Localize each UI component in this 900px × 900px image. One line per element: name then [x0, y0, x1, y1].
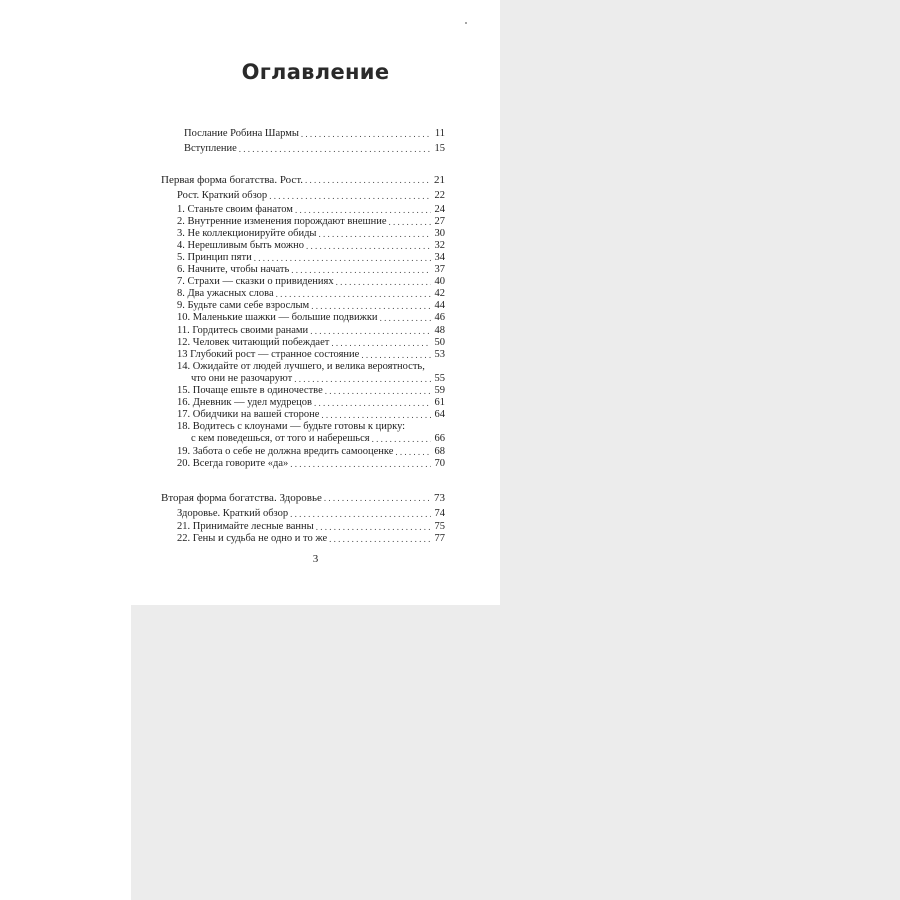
dot-leader: [295, 204, 431, 216]
toc-entry-label: 7. Страхи — сказки о привидениях: [177, 276, 334, 288]
toc-entry: [184, 128, 445, 140]
dot-leader: [361, 349, 431, 361]
toc-entry: [177, 409, 445, 421]
toc-entry-page: 68: [434, 445, 445, 457]
toc-entry-label: 17. Обидчики на вашей стороне: [177, 409, 320, 421]
dot-leader: [276, 288, 431, 300]
toc-entry: [177, 446, 445, 458]
toc-entry-page: 40: [434, 276, 445, 288]
toc-entry: [177, 276, 445, 288]
toc-entry-label: 22. Гены и судьба не одно и то же: [177, 532, 328, 544]
dot-leader: [380, 312, 431, 324]
toc-entry-page: 27: [434, 215, 445, 227]
toc-entry-page: 77: [434, 532, 445, 544]
toc-entry: [177, 337, 445, 349]
toc-entry-page: 22: [434, 190, 445, 201]
toc-entry-label: 1. Станьте своим фанатом: [177, 203, 293, 215]
toc-entry-page: 30: [434, 227, 445, 239]
toc-entry-label: 11. Гордитесь своими ранами: [177, 324, 309, 336]
toc-entry-label: 21. Принимайте лесные ванны: [177, 520, 314, 532]
toc-entry-page: 50: [434, 336, 445, 348]
toc-entry-label: Первая форма богатства. Рост.: [161, 174, 304, 186]
toc-entry: [177, 397, 445, 409]
toc-entry-label: с кем поведешься, от того и наберешься: [191, 433, 370, 445]
toc-entry: [177, 325, 445, 337]
toc-entry-page: 42: [434, 288, 445, 300]
toc-entry-label: 2. Внутренние изменения порождают внешние: [177, 215, 387, 227]
toc-entry-page: 70: [434, 457, 445, 469]
toc-entry-page: 15: [434, 143, 445, 154]
dot-leader: [294, 373, 431, 385]
toc-entry: [177, 300, 445, 312]
toc-entry-page: 74: [434, 508, 445, 519]
dot-leader: [331, 337, 431, 349]
toc-entry-label: 6. Начните, чтобы начать: [177, 264, 290, 275]
dot-leader: [372, 433, 431, 445]
toc-entry-label: 16. Дневник — удел мудрецов: [177, 397, 313, 409]
toc-entry-page: 34: [434, 251, 445, 263]
toc-entry-label: 9. Будьте сами себе взрослым: [177, 300, 310, 312]
toc-entry: [177, 521, 445, 533]
toc-entry: [177, 508, 445, 520]
scan-speck: [465, 22, 467, 24]
page-title: Оглавление: [241, 60, 390, 84]
toc-entry: [177, 533, 445, 545]
toc-entry-label: 19. Забота о себе не должна вредить самооценке: [177, 445, 394, 457]
toc-entry: [177, 252, 445, 264]
dot-leader: [316, 521, 431, 533]
book-page: [131, 0, 500, 605]
toc-entry-page: 53: [434, 348, 445, 360]
toc-entry-label: что они не разочаруют: [191, 372, 293, 384]
dot-leader: [305, 174, 431, 186]
dot-leader: [389, 216, 431, 228]
toc-entry: [191, 373, 445, 385]
toc-entry-page: 32: [434, 239, 445, 251]
toc-entry-page: 24: [434, 203, 445, 215]
dot-leader: [325, 385, 431, 397]
dot-leader: [290, 458, 431, 470]
toc-entry-label: Вторая форма богатства. Здоровье: [161, 492, 322, 504]
dot-leader: [321, 409, 431, 421]
dot-leader: [254, 252, 431, 264]
toc-entry-page: 64: [434, 409, 445, 421]
dot-leader: [310, 325, 431, 337]
toc-entry-label: 3. Не коллекционируйте обиды: [177, 227, 317, 239]
toc-entry: [177, 458, 445, 470]
dot-leader: [306, 240, 431, 252]
toc-entry-page: 37: [434, 264, 445, 275]
page-number: 3: [312, 553, 319, 565]
toc-entry-label: Здоровье. Краткий обзор: [177, 508, 289, 519]
dot-leader: [311, 300, 431, 312]
toc-entry-page: 44: [434, 300, 445, 312]
toc-entry-label: 4. Нерешливым быть можно: [177, 239, 305, 251]
dot-leader: [291, 264, 431, 276]
toc-entry-page: 55: [434, 372, 445, 384]
toc-entry: [177, 204, 445, 216]
toc-entry-label: 5. Принцип пяти: [177, 251, 252, 263]
toc-entry-label: 10. Маленькие шажки — большие подвижки: [177, 312, 378, 324]
dot-leader: [324, 492, 431, 504]
toc-entry-page: 46: [434, 312, 445, 324]
toc-entry-page: 73: [434, 492, 445, 504]
toc-entry-label-line: 18. Водитесь с клоунами — будьте готовы к цирку:: [177, 421, 406, 433]
toc-entry-label: 13 Глубокий рост — странное состояние: [177, 348, 360, 360]
toc-entry: [177, 312, 445, 324]
toc-entry: [177, 190, 445, 202]
toc-entry-label: Рост. Краткий обзор: [177, 190, 268, 201]
toc-entry-page: 66: [434, 433, 445, 445]
toc-entry-label: 12. Человек читающий побеждает: [177, 336, 330, 348]
toc-entry: [177, 240, 445, 252]
dot-leader: [290, 508, 431, 520]
toc-entry-page: 75: [434, 520, 445, 532]
toc-entry: [177, 216, 445, 228]
dot-leader: [395, 446, 431, 458]
toc-entry-label: 20. Всегда говорите «да»: [177, 457, 289, 469]
toc-entry: [177, 288, 445, 300]
toc-entry-page: 59: [434, 385, 445, 396]
part-heading: [161, 174, 445, 186]
toc-entry-label-line: 14. Ожидайте от людей лучшего, и велика вероятность,: [177, 360, 425, 372]
dot-leader: [318, 228, 431, 240]
toc-entry: [177, 264, 445, 276]
dot-leader: [269, 190, 431, 202]
toc-entry-label: 8. Два ужасных слова: [177, 288, 274, 300]
dot-leader: [314, 397, 431, 409]
toc-entry-page: 48: [434, 324, 445, 336]
toc-entry-label: Вступление: [184, 143, 237, 154]
toc-entry: [177, 385, 445, 397]
toc-entry-page: 11: [434, 128, 445, 139]
toc-entry-label: Послание Робина Шармы: [184, 128, 299, 139]
toc-entry: [191, 433, 445, 445]
toc-entry: [184, 143, 445, 155]
toc-entry-page: 21: [434, 174, 445, 186]
dot-leader: [329, 533, 431, 545]
dot-leader: [336, 276, 431, 288]
part-heading: [161, 492, 445, 504]
toc-entry-page: 61: [434, 397, 445, 409]
toc-entry: [177, 349, 445, 361]
dot-leader: [239, 143, 431, 155]
toc-entry-label: 15. Почаще ешьте в одиночестве: [177, 385, 323, 396]
dot-leader: [301, 128, 431, 140]
toc-entry: [177, 228, 445, 240]
